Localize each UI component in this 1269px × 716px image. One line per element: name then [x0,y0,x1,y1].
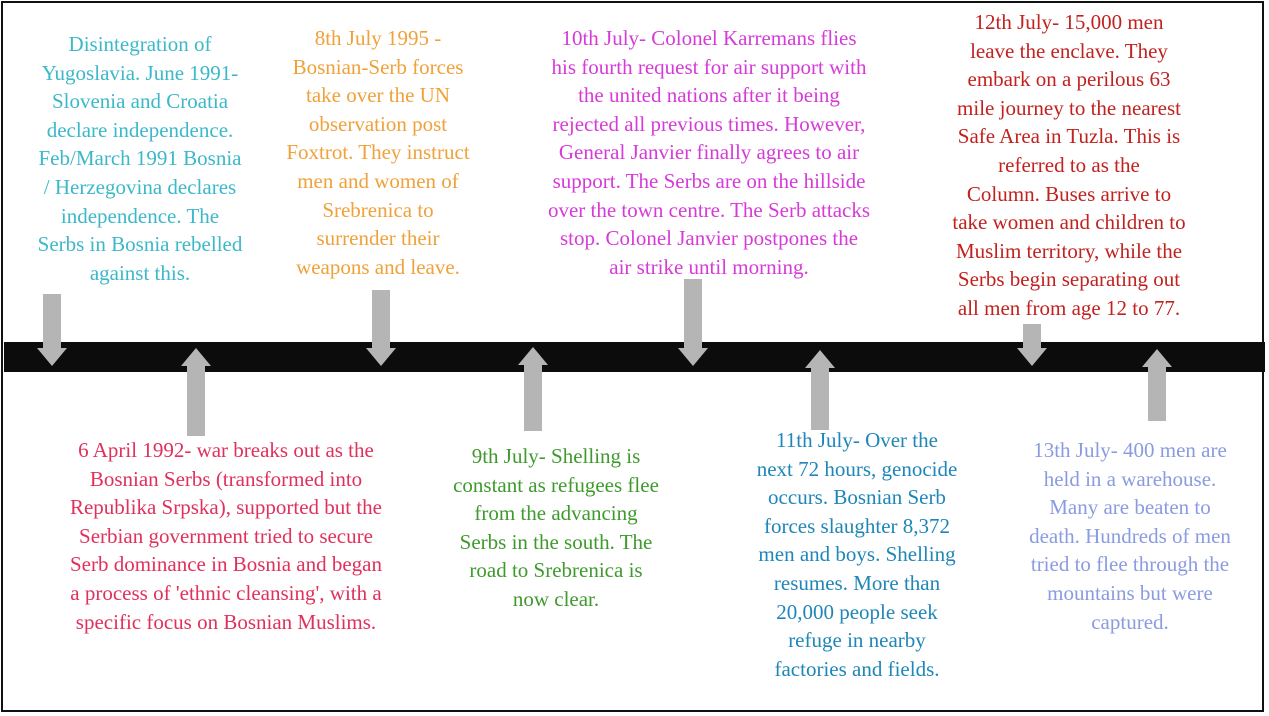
down-arrow-icon [1017,324,1047,366]
event-yugoslavia-disintegration: Disintegration of Yugoslavia. June 1991- Slovenia and Croatia declare independence. Feb/March 1991 Bosnia / Herzegovina declares independence. The Serbs in Bosnia rebelled against this. [37,32,243,285]
up-arrow-icon [181,348,211,436]
up-arrow-icon [1142,349,1172,421]
event-11-july: 11th July- Over the next 72 hours, genocide occurs. Bosnian Serb forces slaughter 8,372 men and boys. Shelling resumes. More than 20,000 people seek refuge in nearby factories and fields. [756,428,958,681]
event-9-july: 9th July- Shelling is constant as refugees flee from the advancing Serbs in the south. The road to Srebrenica is now clear. [453,444,659,611]
up-arrow-icon [805,350,835,430]
event-10-july: 10th July- Colonel Karremans flies his fourth request for air support with the united nations after it being rejected all previous times. However, General Janvier finally agrees to air support. The Serbs are on the hillside over the town centre. The Serb attacks stop. Colonel Janvier postpones the air strike until morning. [547,26,871,279]
down-arrow-icon [678,279,708,366]
event-6-april-1992: 6 April 1992- war breaks out as the Bosnian Serbs (transformed into Republika Srpska), supported but the Serbian government tried to secure Serb dominance in Bosnia and began a process of 'ethnic cleansing', with a specific focus on Bosnian Muslims. [69,438,383,634]
down-arrow-icon [37,294,67,366]
up-arrow-icon [518,347,548,431]
event-8-july-1995: 8th July 1995 - Bosnian-Serb forces take over the UN observation post Foxtrot. They instruct men and women of Srebrenica to surrender their weapons and leave. [286,26,470,279]
event-13-july: 13th July- 400 men are held in a warehouse. Many are beaten to death. Hundreds of men tried to flee through the mountains but were captured. [1029,438,1231,634]
event-12-july: 12th July- 15,000 men leave the enclave. They embark on a perilous 63 mile journey to the nearest Safe Area in Tuzla. This is referred to as the Column. Buses arrive to take women and children to Muslim territory, while the Serbs begin separating out all men from age 12 to 77. [952,10,1186,320]
down-arrow-icon [366,290,396,366]
